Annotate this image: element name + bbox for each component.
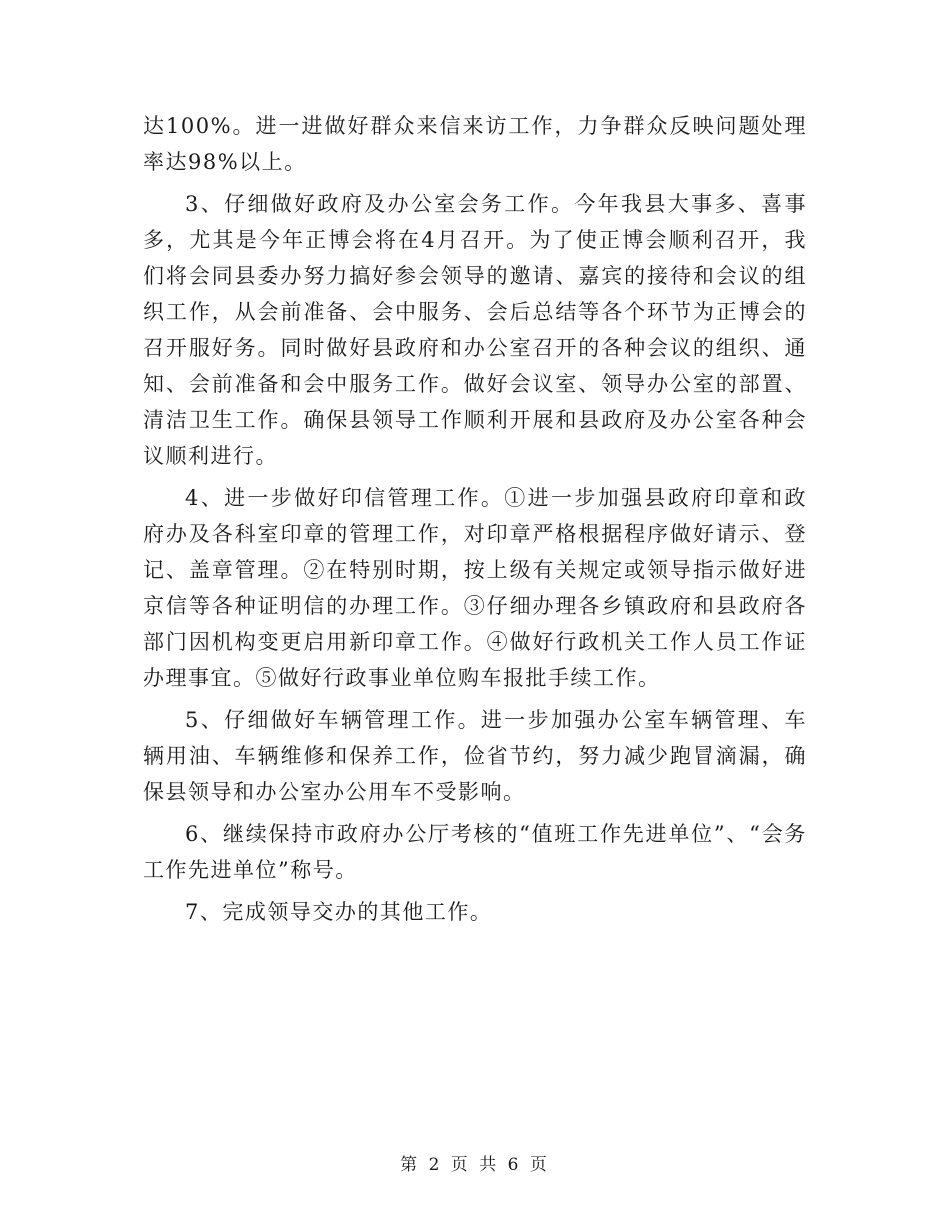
- paragraph-item-3: 3、仔细做好政府及办公室会务工作。今年我县大事多、喜事多，尤其是今年正博会将在4月召开。为了使正博会顺利召开，我们将会同县委办努力搞好参会领导的邀请、嘉宾的接待和会议的组织工作，从会前准备、会中服务、会后总结等各个环节为正博会的召开服好务。同时做好县政府和办公室召开的各种会议的组织、通知、会前准备和会中服务工作。做好会议室、领导办公室的部置、清洁卫生工作。确保县领导工作顺利开展和县政府及办公室各种会议顺利进行。: [143, 192, 807, 468]
- paragraph-item-5: 5、仔细做好车辆管理工作。进一步加强办公室车辆管理、车辆用油、车辆维修和保养工作，俭省节约，努力减少跑冒滴漏，确保县领导和办公室办公用车不受影响。: [143, 708, 807, 804]
- document-body: [143, 108, 807, 936]
- paragraph-continuation: 达100%。进一进做好群众来信来访工作，力争群众反映问题处理率达98%以上。: [143, 114, 807, 174]
- paragraph-item-4: 4、进一步做好印信管理工作。①进一步加强县政府印章和政府办及各科室印章的管理工作，对印章严格根据程序做好请示、登记、盖章管理。②在特别时期，按上级有关规定或领导指示做好进京信等各种证明信的办理工作。③仔细办理各乡镇政府和县政府各部门因机构变更启用新印章工作。④做好行政机关工作人员工作证办理事宜。⑤做好行政事业单位购车报批手续工作。: [143, 486, 807, 690]
- page-number-footer: 第 2 页 共 6 页: [400, 1155, 550, 1175]
- paragraph-item-6: 6、继续保持市政府办公厅考核的“值班工作先进单位”、“会务工作先进单位”称号。: [143, 822, 807, 882]
- paragraph-item-7: 7、完成领导交办的其他工作。: [185, 900, 493, 924]
